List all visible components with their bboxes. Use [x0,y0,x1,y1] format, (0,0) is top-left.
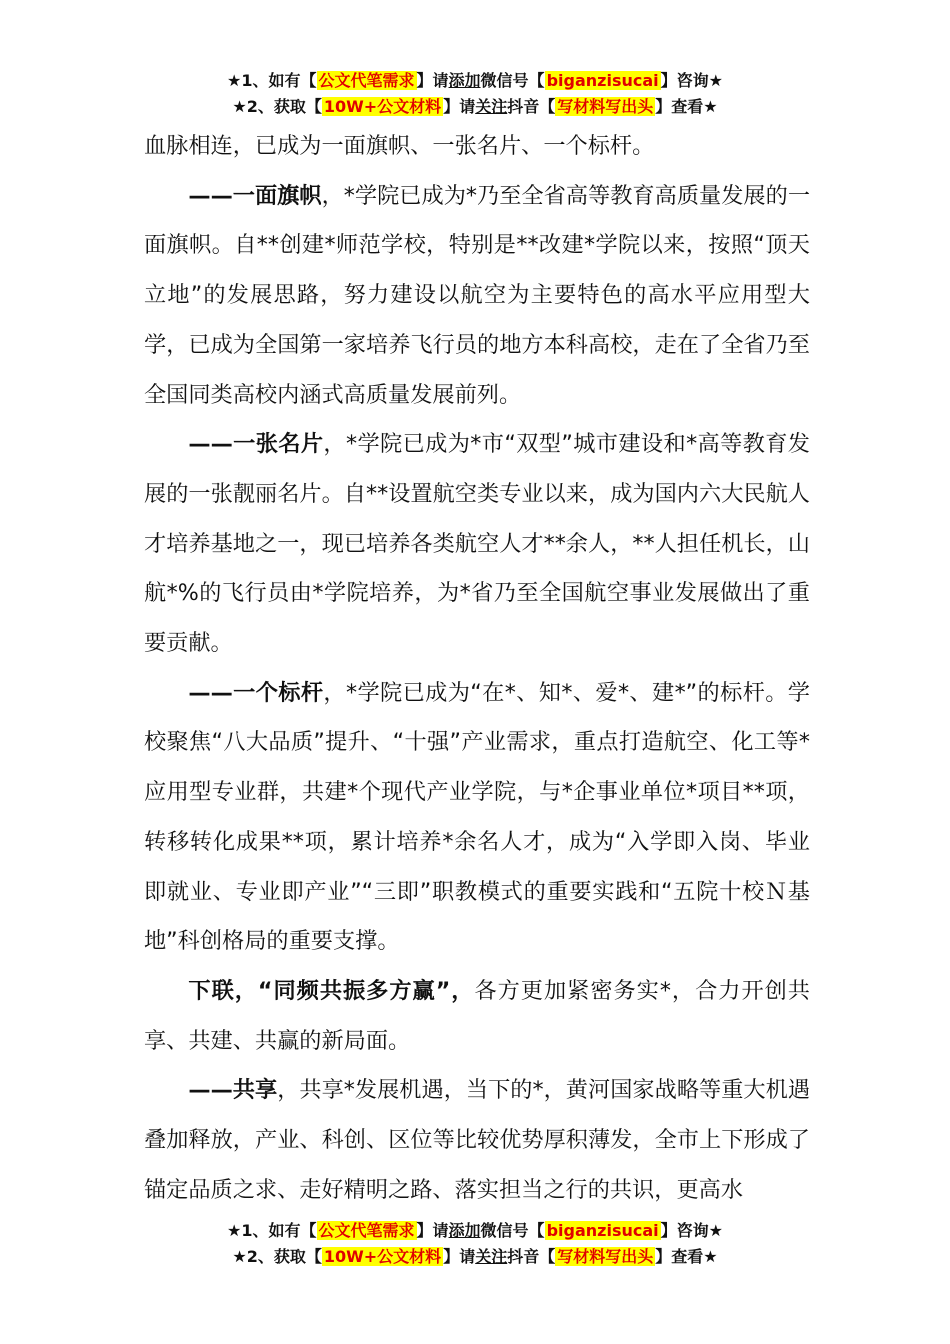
banner-line-2: ★2、获取【 10W+公文材料 】请关注抖音【 写材料写出头 】查看★ [232,97,718,116]
paragraph: ——共享，共享*发展机遇，当下的*，黄河国家战略等重大机遇叠加释放，产业、科创、区位等比较优势厚积薄发，全市上下形成了锚定品质之求、走好精明之路、落实担当之行的共识，更高水 [144,1077,811,1203]
highlight-service: 公文代笔需求 [318,71,415,90]
paragraph-heading: ——共享 [188,1077,278,1104]
paragraph-heading: ——一个标杆 [188,679,324,706]
paragraph: 血脉相连，已成为一面旗帜、一张名片、一个标杆。 [144,133,655,159]
banner-line-1: ★1、如有【 公文代笔需求 】请添加微信号【 biganzisucai 】咨询★ [227,1221,723,1240]
highlight-materials: 10W+公文材料 [323,97,442,116]
header-banner [0,68,950,120]
highlight-service: 公文代笔需求 [318,1221,415,1240]
douyin-account: 写材料写出头 [557,1247,654,1266]
banner-line-1: ★1、如有【 公文代笔需求 】请添加微信号【 biganzisucai 】咨询★ [227,71,723,90]
douyin-account: 写材料写出头 [557,97,654,116]
document-body [144,122,810,1215]
paragraph: 下联，“同频共振多方赢”，各方更加紧密务实*，合力开创共享、共建、共赢的新局面。 [144,977,810,1054]
wechat-id: biganzisucai [546,71,659,90]
paragraph: ——一张名片，*学院已成为*市“双型”城市建设和*高等教育发展的一张靓丽名片。自**设置航空类专业以来，成为国内六大民航人才培养基地之一，现已培养各类航空人才**余人，**人担任机长，山航*%的飞行员由*学院培养，为*省乃至全国航空事业发展做出了重要贡献。 [144,431,810,657]
paragraph: ——一面旗帜，*学院已成为*乃至全省高等教育高质量发展的一面旗帜。自**创建*师范学校，特别是**改建*学院以来，按照“顶天立地”的发展思路，努力建设以航空为主要特色的高水平应用型大学，已成为全国第一家培养飞行员的地方本科高校，走在了全省乃至全国同类高校内涵式高质量发展前列。 [144,182,811,408]
paragraph-heading: ——一张名片 [188,431,324,458]
paragraph: ——一个标杆，*学院已成为“在*、知*、爱*、建*”的标杆。学校聚焦“八大品质”提升、“十强”产业需求，重点打造航空、化工等*应用型专业群，共建*个现代产业学院，与*企事业单位*项目**项，转移转化成果**项，累计培养*余名人才，成为“入学即入岗、毕业即就业、专业即产业”“三即”职教模式的重要实践和“五院十校Ｎ基地”科创格局的重要支撑。 [144,679,810,955]
highlight-materials: 10W+公文材料 [323,1247,442,1266]
banner-line-2: ★2、获取【 10W+公文材料 】请关注抖音【 写材料写出头 】查看★ [232,1247,718,1266]
paragraph-heading: ——一面旗帜 [188,182,322,209]
wechat-id: biganzisucai [546,1221,659,1240]
paragraph-heading: 下联，“同频共振多方赢”， [188,977,475,1004]
footer-banner [0,1218,950,1270]
